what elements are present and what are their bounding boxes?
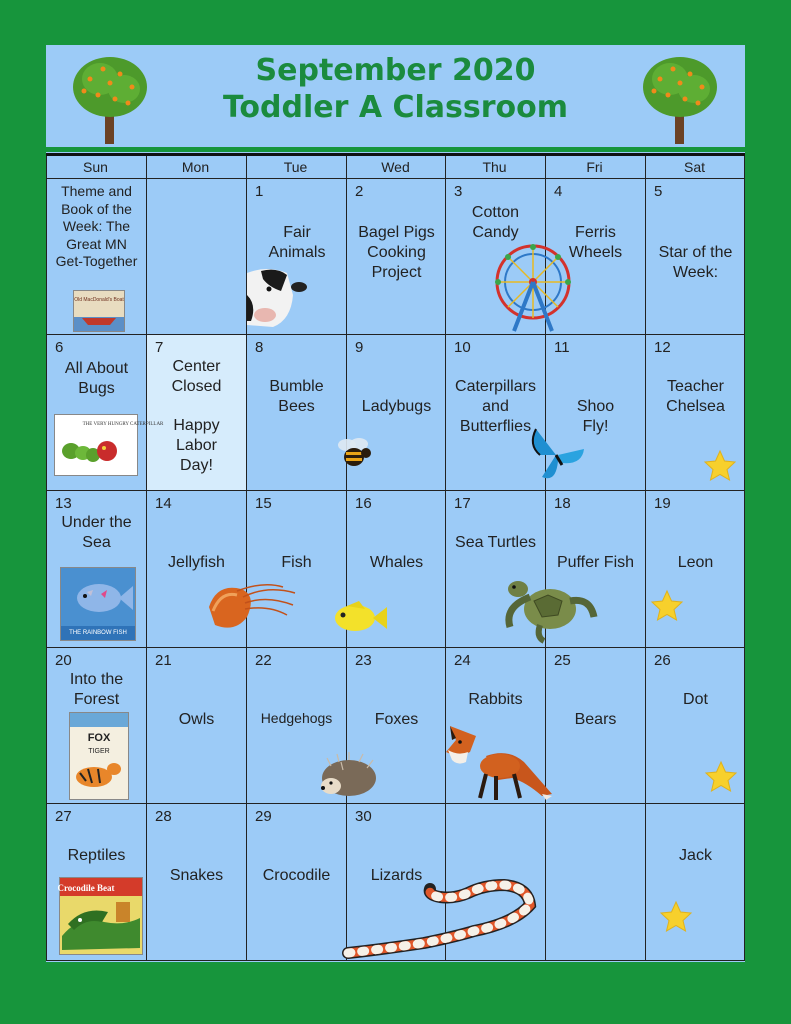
day-number: 8 <box>255 339 264 356</box>
day-cell-sep-4 <box>546 179 645 334</box>
day-theme-text: Snakes <box>169 867 224 884</box>
hedgehog-image <box>319 752 377 798</box>
holiday-text: Happy Labor Day! <box>173 417 220 474</box>
day-number: 20 <box>55 652 72 669</box>
day-theme-text: Crocodile <box>262 867 331 884</box>
book-cover-image <box>69 712 129 800</box>
day-header-thu: Thu <box>482 159 507 175</box>
day-cell-sep-3 <box>446 179 545 334</box>
star-icon <box>703 449 737 483</box>
day-cell-sep-7 <box>147 335 246 490</box>
butterfly-image <box>526 425 588 485</box>
day-header-wed: Wed <box>381 159 410 175</box>
day-cell-sep-14 <box>147 491 246 646</box>
yellow-fish-image <box>329 601 389 635</box>
book-cover-image <box>59 877 143 955</box>
day-cell-sep-16 <box>347 491 446 646</box>
day-cell-sep-19 <box>646 491 745 646</box>
day-number: 28 <box>155 808 172 825</box>
day-cell-sep-27 <box>47 804 146 959</box>
day-cell-sep-21 <box>147 648 246 803</box>
day-theme-text: Reptiles <box>67 847 126 864</box>
day-number: 7 <box>155 339 164 356</box>
day-header-tue: Tue <box>283 159 308 175</box>
day-number: 15 <box>255 495 272 512</box>
book-title-text: Crocodile Beat <box>57 883 115 893</box>
day-cell-sep-25 <box>546 648 645 803</box>
day-number: 1 <box>255 183 264 200</box>
cow-image <box>247 265 305 329</box>
theme-of-week-text: Theme and Book of the Week: The Great MN Get-Together <box>55 183 138 269</box>
calendar-sheet <box>46 45 745 962</box>
day-cell-sep-6 <box>47 335 164 490</box>
day-cell-sep-29 <box>247 804 346 959</box>
day-number: 12 <box>654 339 671 356</box>
calendar-header <box>46 45 745 147</box>
fox-image <box>442 722 554 802</box>
star-of-week-name: Jack <box>679 847 712 864</box>
day-theme-text: Cotton Candy <box>471 204 520 241</box>
snake-image <box>344 879 534 959</box>
day-number: 5 <box>654 183 663 200</box>
day-theme-text: Owls <box>178 711 215 728</box>
star-icon <box>659 900 693 934</box>
day-number: 25 <box>554 652 571 669</box>
day-number: 22 <box>255 652 272 669</box>
day-theme-text: Sea Turtles <box>455 534 536 551</box>
day-theme-text: Fair Animals <box>268 224 326 261</box>
day-cell-sep-18 <box>546 491 645 646</box>
star-of-week-name: Dot <box>683 691 708 708</box>
classroom-title: Toddler A Classroom <box>222 90 569 125</box>
bee-image <box>333 435 375 471</box>
day-cell-sep-24 <box>446 648 545 803</box>
day-theme-text: Puffer Fish <box>556 554 635 571</box>
day-number: 17 <box>454 495 471 512</box>
day-cell-sep-5 <box>646 179 745 334</box>
day-theme-text: Fish <box>281 554 312 571</box>
book-subtitle-text: TIGER <box>88 748 110 755</box>
day-header-mon: Mon <box>181 159 210 175</box>
day-number: 19 <box>654 495 671 512</box>
day-cell-sep-23 <box>347 648 446 803</box>
day-cell-sep-11 <box>546 335 645 490</box>
day-number: 27 <box>55 808 72 825</box>
book-cover-image <box>73 290 125 332</box>
day-cell-sep-28 <box>147 804 246 959</box>
closed-notice-text: Center Closed <box>171 358 222 395</box>
day-number: 21 <box>155 652 172 669</box>
day-cell-sep-12 <box>646 335 745 490</box>
day-number: 9 <box>355 339 364 356</box>
day-cell-sep-20 <box>47 648 146 803</box>
book-cover-image <box>54 414 164 476</box>
calendar-month-title: September 2020 <box>255 53 536 88</box>
day-theme-text: Bumble Bees <box>269 378 324 415</box>
day-number: 30 <box>355 808 372 825</box>
day-number: 13 <box>55 495 72 512</box>
day-theme-text: Caterpillars and Butterflies <box>455 378 536 435</box>
day-header-sun: Sun <box>83 159 108 175</box>
star-icon <box>650 589 684 623</box>
day-number: 10 <box>454 339 471 356</box>
day-theme-text: Under the Sea <box>61 514 132 551</box>
day-theme-text: Hedgehogs <box>260 710 333 726</box>
grid-line <box>46 960 745 961</box>
book-title-text: THE RAINBOW FISH <box>69 630 127 636</box>
day-theme-text: Star of the Week: <box>658 244 733 281</box>
star-of-week-name: Leon <box>677 554 714 571</box>
day-cell-sep-8 <box>247 335 346 490</box>
book-title-text: FOX <box>87 732 111 744</box>
day-number: 3 <box>454 183 463 200</box>
day-number: 18 <box>554 495 571 512</box>
day-theme-text: Ladybugs <box>361 398 432 415</box>
star-icon <box>704 760 738 794</box>
day-cell-sep-26 <box>646 648 745 803</box>
day-number: 16 <box>355 495 372 512</box>
day-cell-week1-sun <box>47 179 146 334</box>
day-cell-sep-13 <box>47 491 146 646</box>
day-theme-text: Bears <box>574 711 617 728</box>
day-theme-text: Bagel Pigs Cooking Project <box>358 224 435 281</box>
book-title-text: THE VERY HUNGRY CATERPILLAR <box>82 422 164 427</box>
day-theme-text: Ferris Wheels <box>568 224 623 261</box>
header-divider <box>46 147 745 152</box>
book-cover-image <box>60 567 136 641</box>
day-header-fri: Fri <box>586 159 603 175</box>
day-number: 6 <box>55 339 64 356</box>
day-theme-text: Whales <box>369 554 424 571</box>
day-theme-text: Shoo Fly! <box>576 398 615 435</box>
day-cell-week5-sat <box>646 804 745 959</box>
day-number: 11 <box>554 339 570 356</box>
day-theme-text: Into the Forest <box>69 671 124 708</box>
day-cell-sep-17 <box>446 491 545 646</box>
day-number: 14 <box>155 495 172 512</box>
book-title-text: Old MacDonald's Boat <box>74 297 124 303</box>
day-theme-text: Jellyfish <box>168 554 225 571</box>
day-theme-text: Rabbits <box>468 691 523 708</box>
day-cell-sep-1 <box>247 179 346 334</box>
day-cell-sep-9 <box>347 335 446 490</box>
day-cell-sep-2 <box>347 179 446 334</box>
day-theme-text: Lizards <box>370 867 423 884</box>
day-number: 4 <box>554 183 563 200</box>
day-number: 29 <box>255 808 272 825</box>
day-theme-text: All About Bugs <box>64 360 129 397</box>
day-number: 2 <box>355 183 364 200</box>
star-of-week-name: Teacher Chelsea <box>666 378 725 415</box>
day-header-sat: Sat <box>683 159 705 175</box>
day-number: 23 <box>355 652 372 669</box>
day-number: 24 <box>454 652 471 669</box>
day-theme-text: Foxes <box>374 711 419 728</box>
tree-illustration-right <box>640 49 720 145</box>
day-number: 26 <box>654 652 671 669</box>
